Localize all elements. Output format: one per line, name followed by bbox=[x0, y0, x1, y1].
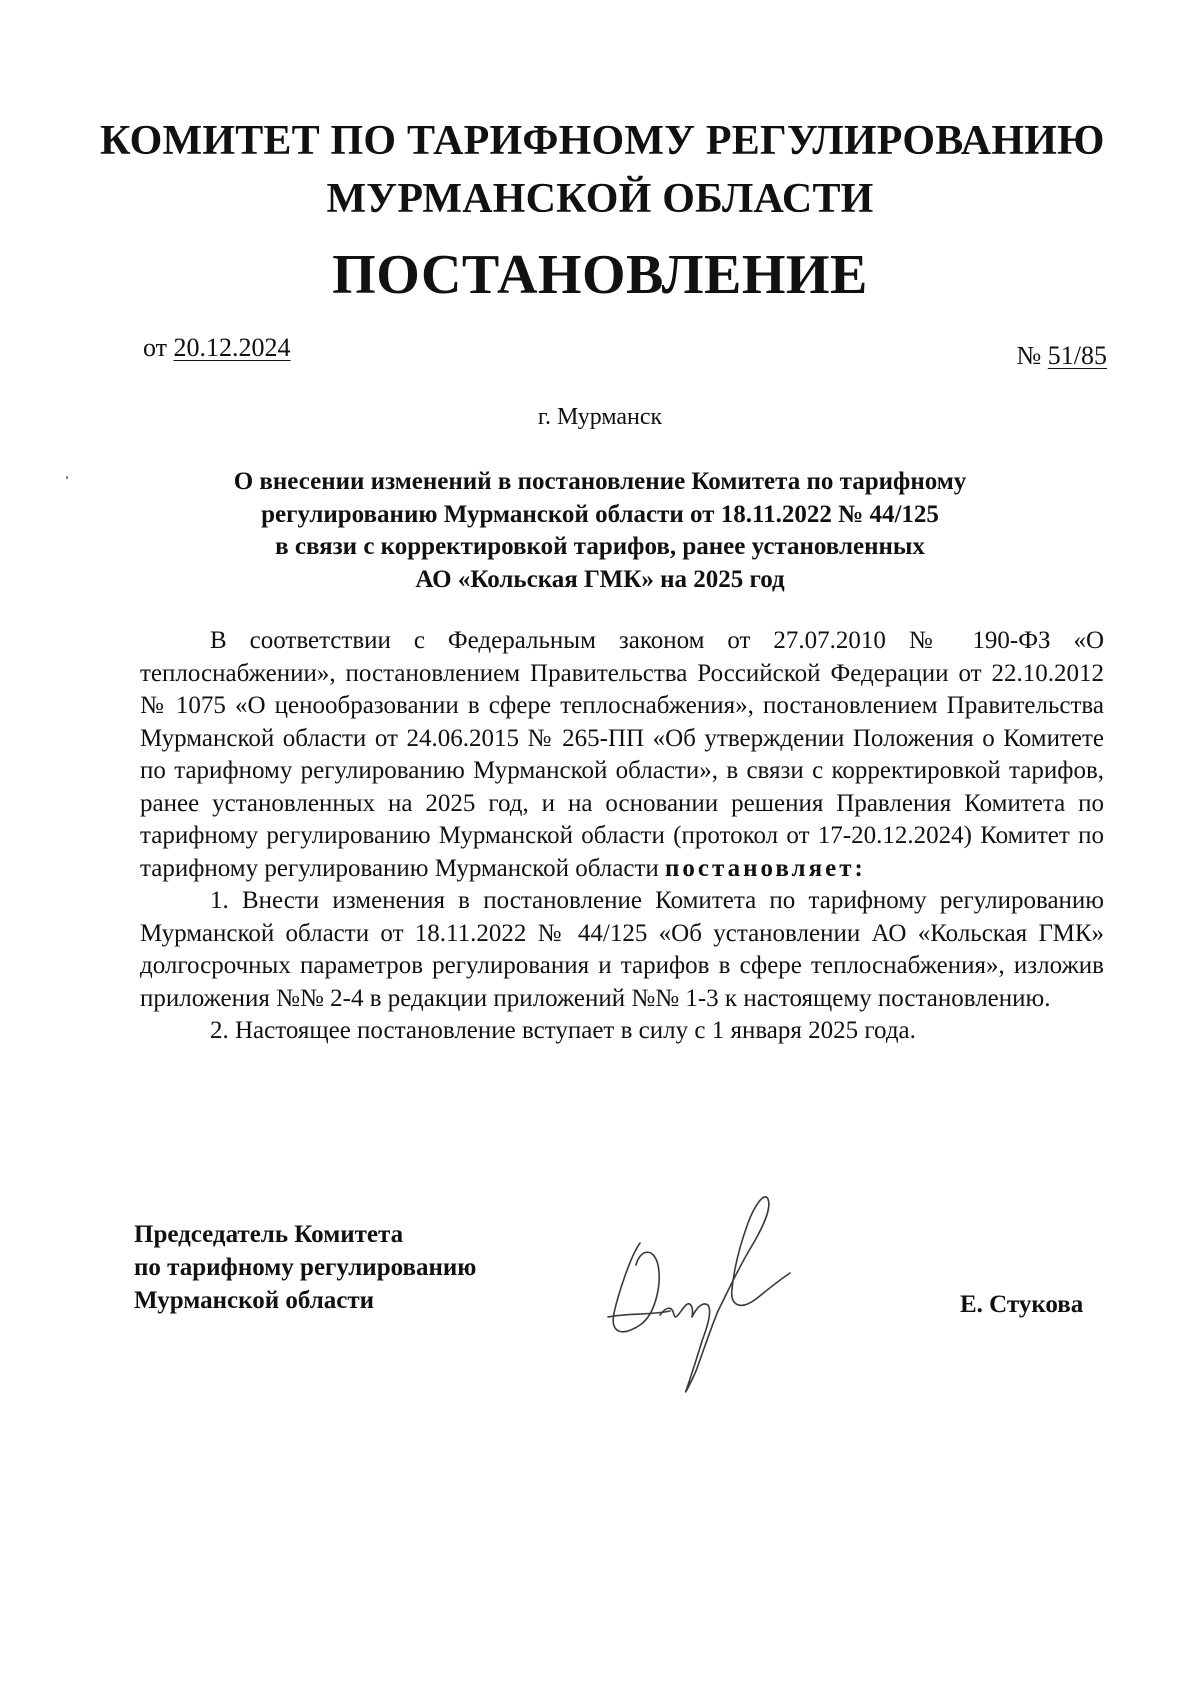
preamble-paragraph bbox=[140, 625, 1104, 885]
scan-speck bbox=[66, 476, 68, 479]
date-prefix: от bbox=[143, 333, 168, 362]
decision-item-2: 2. Настоящее постановление вступает в силу с 1 января 2025 года. bbox=[210, 1017, 916, 1044]
document-date bbox=[143, 332, 291, 364]
organization-title-line-2: МУРМАНСКОЙ ОБЛАСТИ bbox=[326, 176, 874, 222]
document-city: г. Мурманск bbox=[537, 404, 663, 430]
document-number bbox=[1016, 340, 1107, 372]
subject-line-1: О внесении изменений в постановление Комитета по тарифному bbox=[233, 468, 967, 495]
handwritten-signature bbox=[600, 1165, 860, 1395]
signer-position-line-1: Председатель Комитета bbox=[134, 1221, 404, 1248]
subject-line-4: АО «Кольская ГМК» на 2025 год bbox=[415, 565, 785, 593]
document-type-heading: ПОСТАНОВЛЕНИЕ bbox=[332, 244, 868, 306]
number-prefix: № bbox=[1016, 341, 1042, 370]
subject-line-3: в связи с корректировкой тарифов, ранее установленных bbox=[275, 533, 925, 560]
signer-position-line-3: Мурманской области bbox=[134, 1287, 375, 1314]
decision-item-1: 1. Внести изменения в постановление Комитета по тарифному регулированию Мурманской области от 18.11.2022 № 44/125 «Об установлении АО «Кольская ГМК» долгосрочных параметров регулирования и тарифов в сфере теплоснабжения», изложив приложения №№ 2-4 в редакции приложений №№ 1-3 к настоящему постановлению. bbox=[140, 887, 1104, 1012]
number-value: 51/85 bbox=[1047, 341, 1107, 370]
signer-name: Е. Стукова bbox=[960, 1291, 1084, 1318]
document-subject bbox=[160, 466, 1040, 596]
signer-position-line-2: по тарифному регулированию bbox=[134, 1254, 477, 1281]
preamble-text: В соответствии с Федеральным законом от 27.07.2010 № 190-ФЗ «О теплоснабжении», постановлением Правительства Российской Федерации от 22.10.2012 № 1075 «О ценообразовании в сфере теплоснабжения», постановлением Правительства Мурманской области от 24.06.2015 № 265-ПП «Об утверждении Положения о Комитете по тарифному регулированию Мурманской области», в связи с корректировкой тарифов, ранее установленных на 2025 год, и на основании решения Правления Комитета по тарифному регулированию Мурманской области (протокол от 17-20.12.2024) Комитет по тарифному регулированию Мурманской области bbox=[140, 627, 1104, 882]
signer-position bbox=[134, 1218, 476, 1317]
organization-title bbox=[100, 112, 1105, 228]
decree-word: постановляет: bbox=[665, 854, 866, 882]
organization-title-line-1: КОМИТЕТ ПО ТАРИФНОМУ РЕГУЛИРОВАНИЮ bbox=[100, 118, 1105, 164]
subject-line-2: регулированию Мурманской области от 18.11.2022 № 44/125 bbox=[261, 500, 939, 528]
document-body bbox=[140, 625, 1104, 1048]
date-value: 20.12.2024 bbox=[173, 333, 291, 362]
